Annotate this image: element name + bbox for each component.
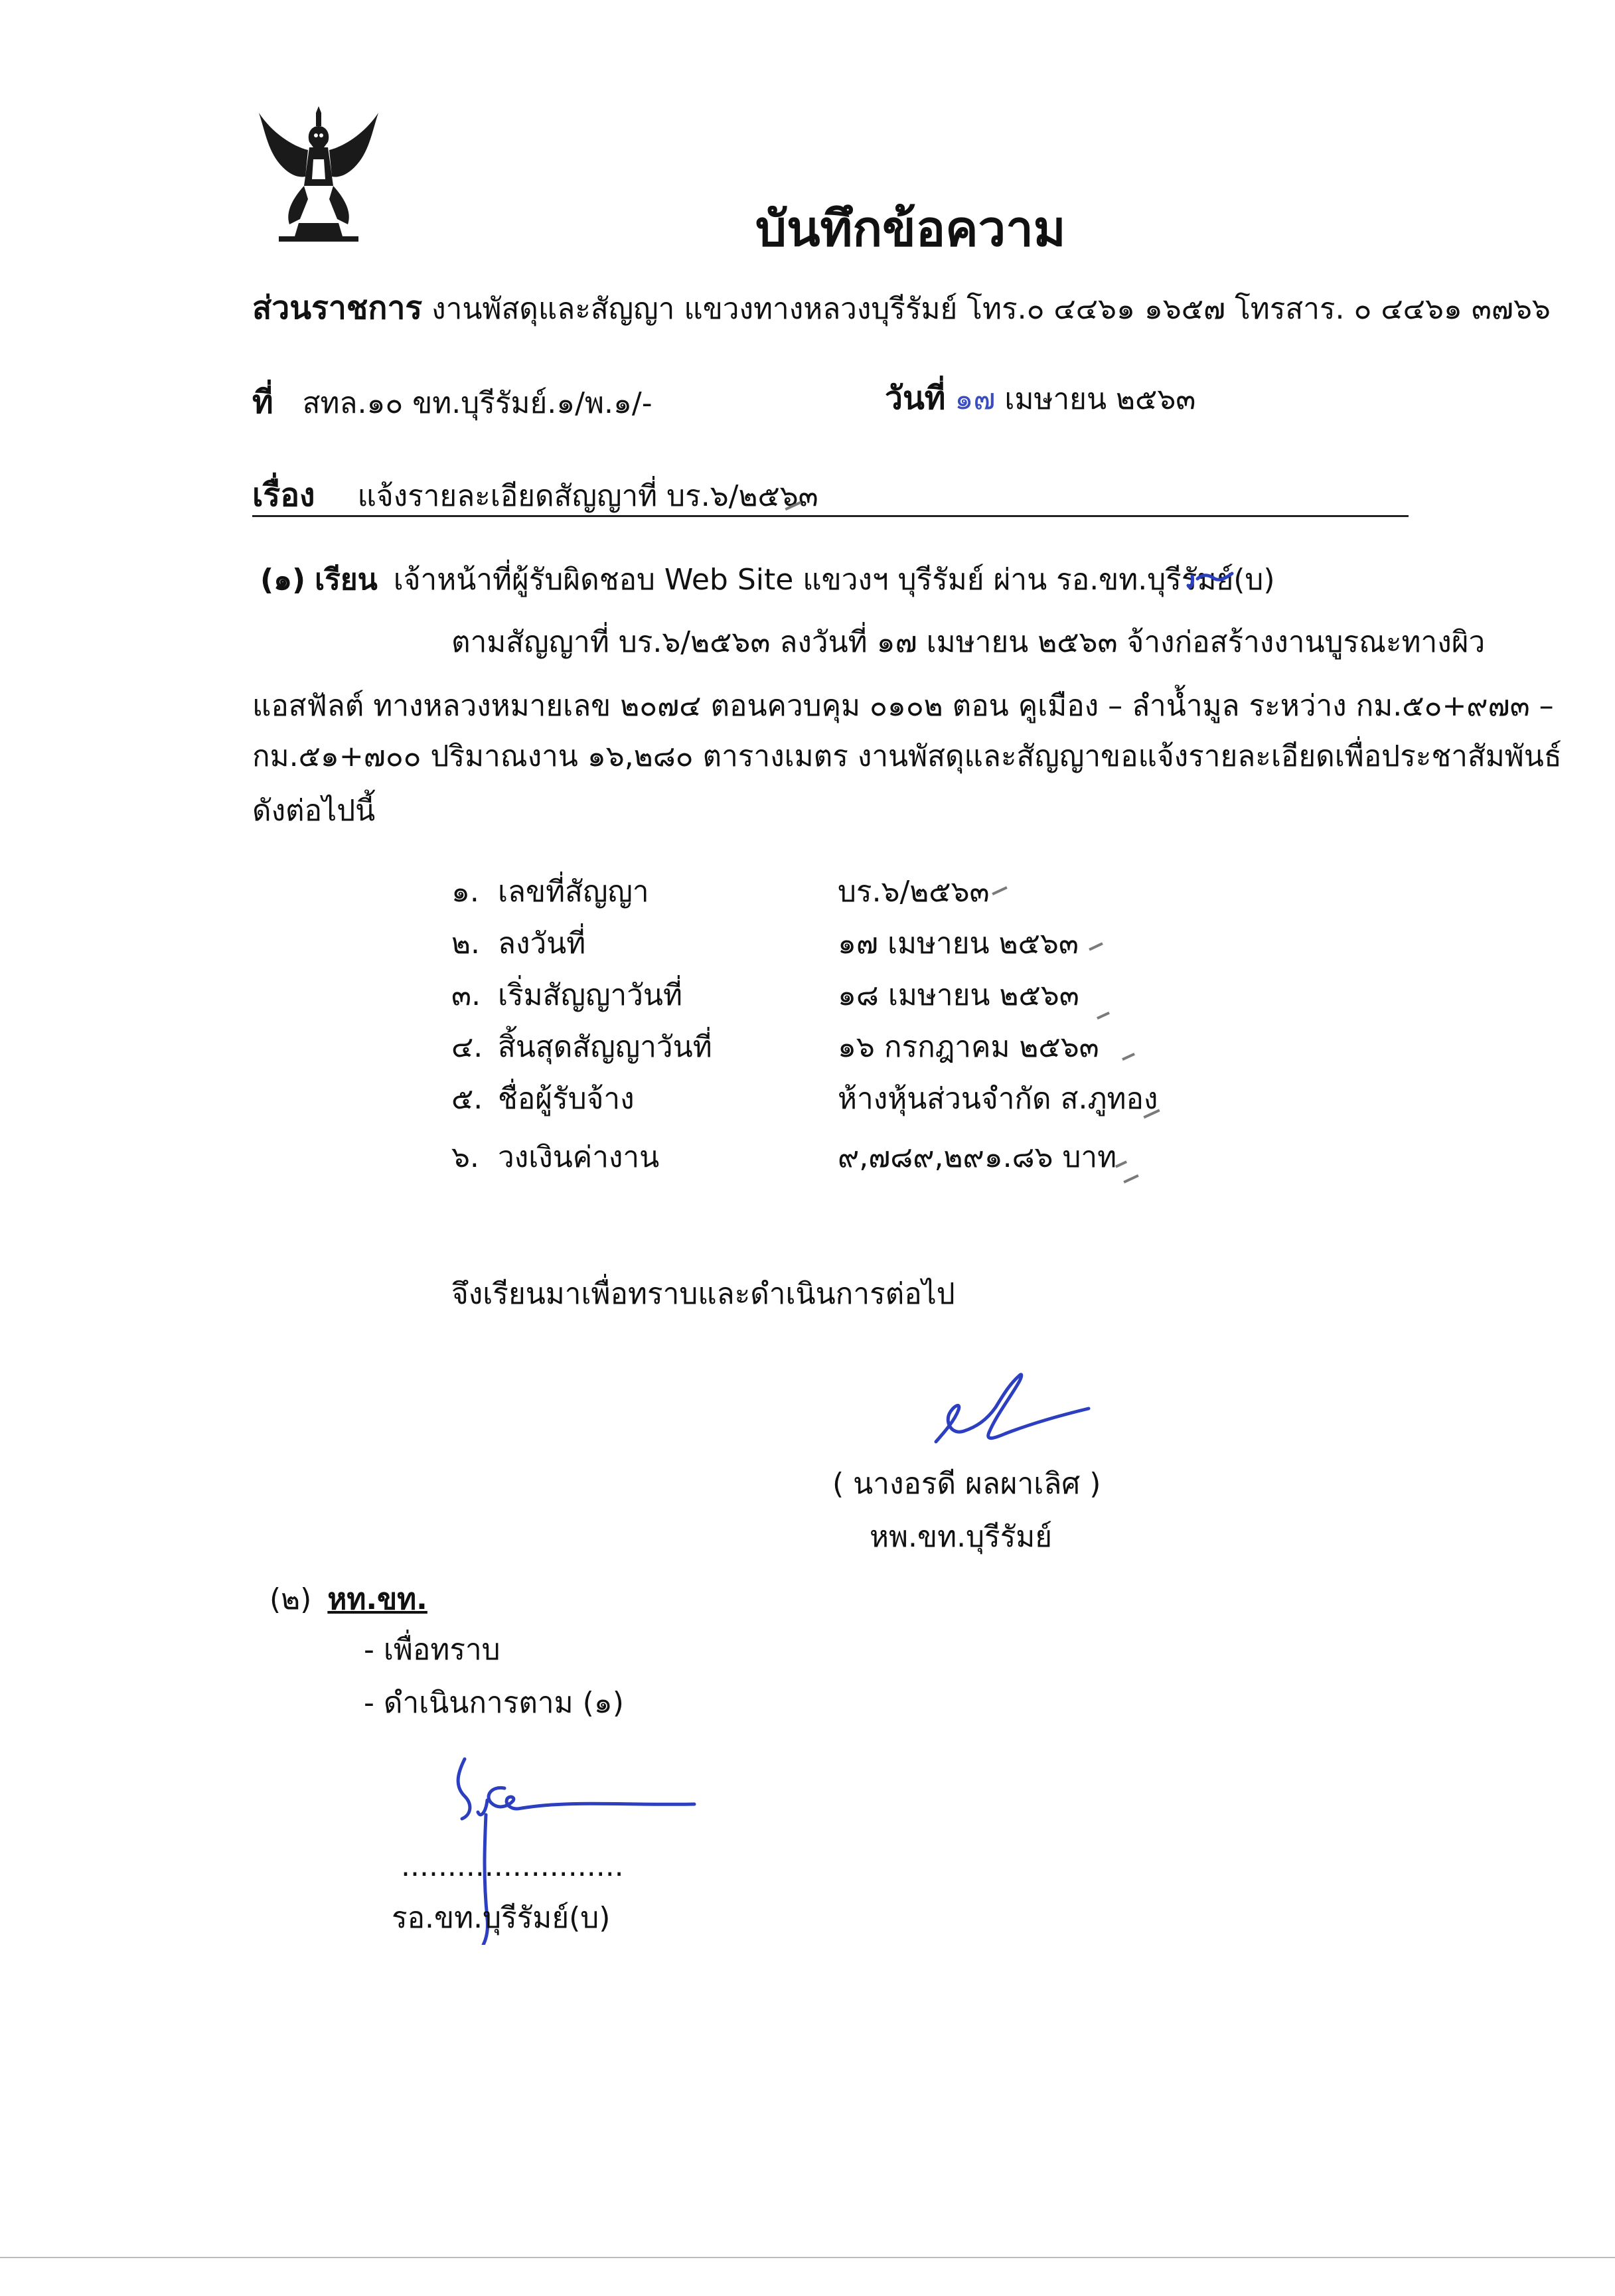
detail-number: ๔. [451,1030,483,1064]
reference-line [252,384,653,422]
detail-value: ห้างหุ้นส่วนจำกัด ส.ภูทอง [838,1082,1158,1116]
memo-title: บันทึกข้อความ [755,200,1066,258]
signature-1-icon [923,1367,1095,1454]
salutation-label: เรียน [315,563,378,597]
signature-dots: ........................ [401,1849,624,1883]
agency-label: ส่วนราชการ [252,289,423,327]
detail-number: ๑. [451,875,479,909]
check-mark [1097,1012,1110,1020]
salutation-line [260,562,1275,599]
section2-item: - เพื่อทราบ [364,1633,500,1667]
detail-value: ๑๘ เมษายน ๒๕๖๓ [838,978,1079,1012]
detail-label: วงเงินค่างาน [498,1140,660,1174]
initial-mark-icon [1183,566,1236,599]
detail-label: เลขที่สัญญา [498,875,649,909]
section2-signer: รอ.ขท.บุรีรัมย์(บ) [392,1901,611,1935]
section2-recipient: หท.ขท. [327,1582,427,1616]
salutation-value: เจ้าหน้าที่ผู้รับผิดชอบ Web Site แขวงฯ บุรีรัมย์ ผ่าน รอ.ขท.บุรีรัมย์(บ) [393,563,1275,597]
subject-line [252,477,818,515]
detail-value: ๑๗ เมษายน ๒๕๖๓ [838,927,1079,960]
body-line-4: ดังต่อไปนี้ [252,794,376,828]
body-line-3: กม.๕๑+๗๐๐ ปริมาณงาน ๑๖,๒๘๐ ตารางเมตร งานพัสดุและสัญญาขอแจ้งรายละเอียดเพื่อประชาสัมพันธ์ [252,739,1562,773]
section2-item: - ดำเนินการตาม (๑) [364,1686,624,1720]
detail-label: ลงวันที่ [498,927,586,960]
scan-edge-line [0,2257,1615,2258]
date-day-handwritten: ๑๗ [955,382,996,416]
check-mark [1089,943,1103,951]
section1-number: (๑) [260,563,306,597]
date-label: วันที่ [885,380,946,417]
date-month-year: เมษายน ๒๕๖๓ [1004,382,1196,416]
agency-value: งานพัสดุและสัญญา แขวงทางหลวงบุรีรัมย์ โทร.๐ ๔๔๖๑ ๑๖๕๗ โทรสาร. ๐ ๔๔๖๑ ๓๗๖๖ [431,292,1551,326]
header-divider [252,515,1409,517]
check-mark [1115,1160,1127,1168]
detail-number: ๕. [451,1082,483,1116]
check-mark [1123,1174,1138,1184]
detail-label: สิ้นสุดสัญญาวันที่ [498,1030,712,1064]
agency-line [252,289,1551,328]
reference-label: ที่ [252,384,273,421]
body-line-1: ตามสัญญาที่ บร.๖/๒๕๖๓ ลงวันที่ ๑๗ เมษายน ๒๕๖๓ จ้างก่อสร้างงานบูรณะทางผิว [451,625,1486,659]
detail-number: ๒. [451,927,480,960]
signer-name: ( นางอรดี ผลผาเลิศ ) [832,1467,1101,1501]
detail-number: ๖. [451,1140,479,1174]
reference-value: สทล.๑๐ ขท.บุรีรัมย์.๑/พ.๑/- [302,386,653,420]
subject-label: เรื่อง [252,477,315,514]
section2-number: (๒) [269,1582,312,1616]
detail-label: เริ่มสัญญาวันที่ [498,978,683,1012]
subject-value: แจ้งรายละเอียดสัญญาที่ บร.๖/๒๕๖๓ [357,479,818,513]
closing-sentence: จึงเรียนมาเพื่อทราบและดำเนินการต่อไป [451,1277,955,1311]
garuda-emblem-icon [252,106,385,246]
date-line [885,380,1195,418]
body-line-2: แอสฟัลต์ ทางหลวงหมายเลข ๒๐๗๔ ตอนควบคุม ๐๑๐๒ ตอน คูเมือง – ลำน้ำมูล ระหว่าง กม.๕๐+๙๗๓ – [252,689,1554,723]
signer-position: หพ.ขท.บุรีรัมย์ [870,1520,1053,1554]
detail-label: ชื่อผู้รับจ้าง [498,1082,635,1116]
check-mark [1122,1053,1135,1061]
detail-value: ๙,๗๘๙,๒๙๑.๘๖ บาท [838,1140,1117,1174]
section2-heading [269,1581,427,1618]
detail-value: ๑๖ กรกฎาคม ๒๕๖๓ [838,1030,1099,1064]
detail-number: ๓. [451,978,481,1012]
detail-value: บร.๖/๒๕๖๓ [838,875,990,909]
check-mark [992,886,1007,895]
